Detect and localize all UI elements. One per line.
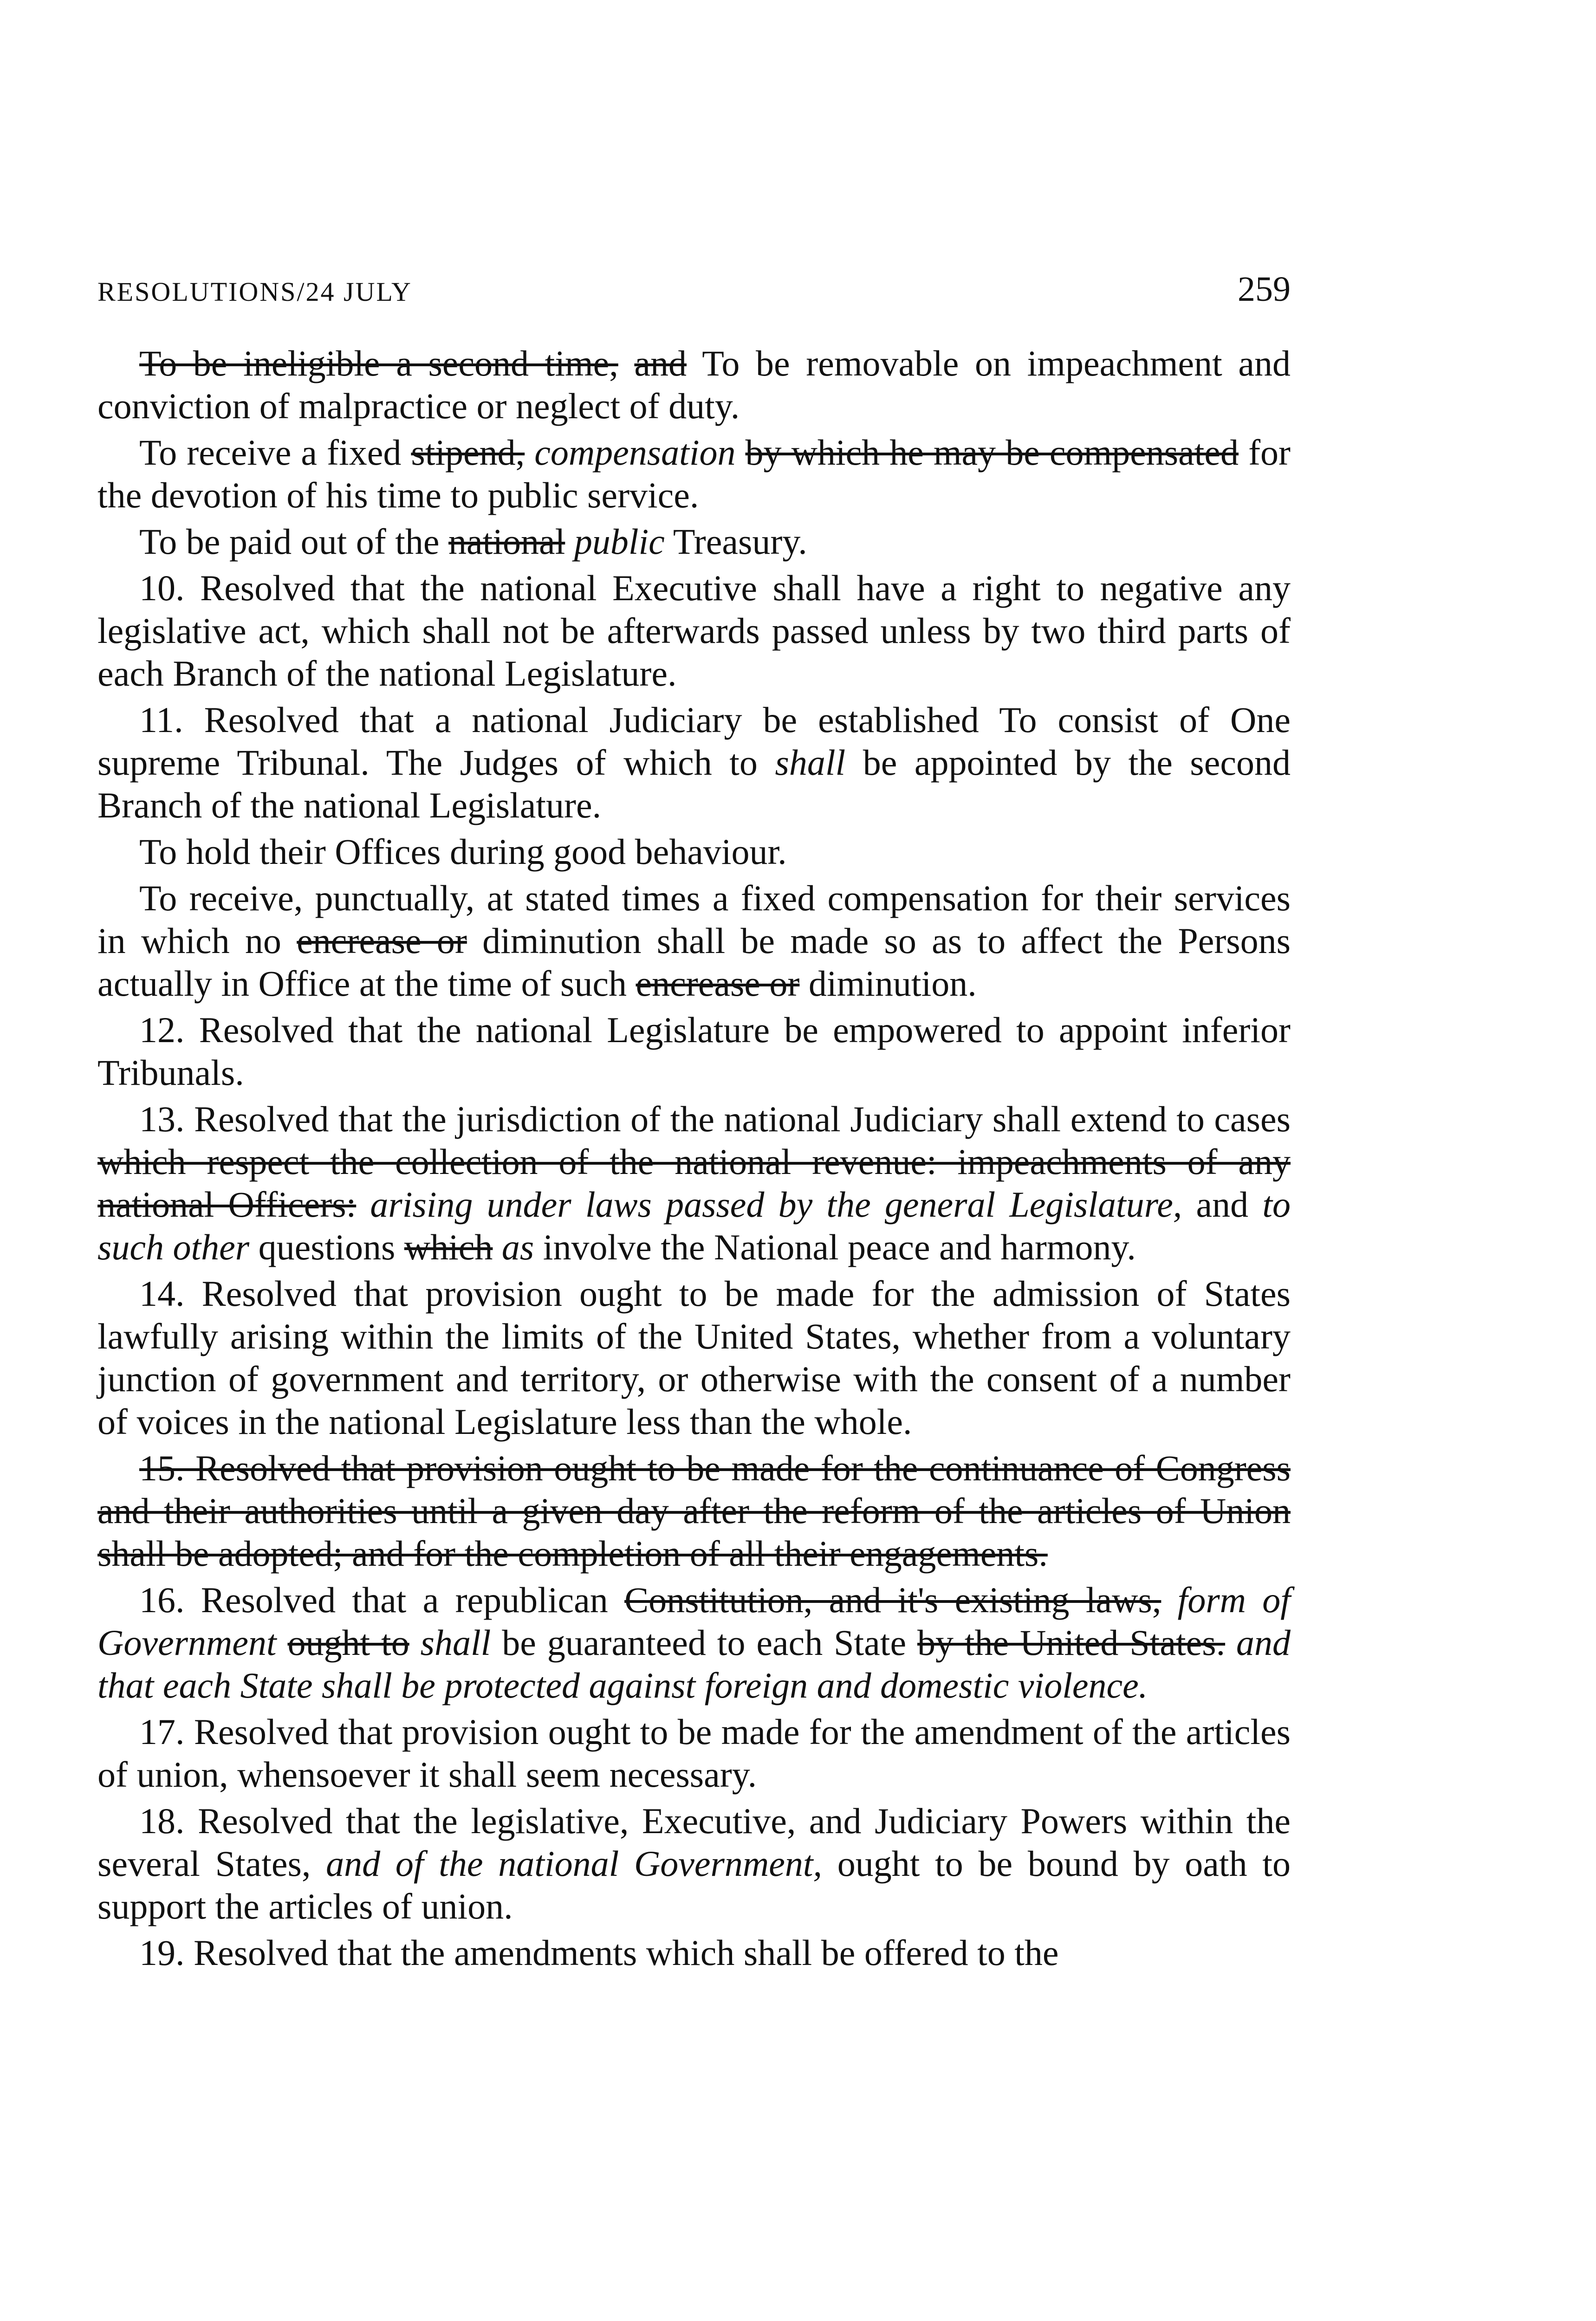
paragraph-text: be guaranteed to each State — [491, 1622, 917, 1663]
struck-text: 15. Resolved that provision ought to be made for the continuance of Congress and their authorities until a given day after the reform of the articles of Union shall be adopted; and for the completion of all their engagements. — [97, 1448, 1291, 1574]
inserted-text: and that each State shall be protected against foreign and domestic violence. — [97, 1622, 1291, 1705]
paragraph-text: 16. Resolved that a republican — [139, 1580, 625, 1620]
paragraph-text: 12. Resolved that the national Legislature be empowered to appoint inferior Tribunals. — [97, 1010, 1291, 1093]
paragraph-text: 10. Resolved that the national Executive shall have a right to negative any legislative act, which shall not be afterwards passed unless by two third parts of each Branch of the national Legislature. — [97, 568, 1291, 694]
paragraph — [97, 520, 1291, 563]
paragraph — [97, 699, 1291, 827]
inserted-text: and of the national Government, — [326, 1843, 823, 1884]
struck-text: national — [448, 521, 565, 562]
page-header — [97, 269, 1291, 310]
paragraph-text: 19. Resolved that the amendments which shall be offered to the — [139, 1932, 1059, 1973]
paragraph — [97, 1711, 1291, 1796]
inserted-text: as — [493, 1227, 534, 1267]
struck-text: Constitution, and it's existing laws, — [624, 1580, 1161, 1620]
inserted-text: compensation — [525, 432, 746, 473]
struck-text: and — [634, 343, 687, 383]
paragraph-text: ought to be bound by oath to support the articles of union. — [97, 1843, 1291, 1926]
struck-text: encrease or — [636, 963, 800, 1004]
paragraph — [97, 1932, 1291, 1974]
struck-text: stipend, — [411, 432, 525, 473]
paragraph-text: 13. Resolved that the jurisdiction of the national Judiciary shall extend to cases — [139, 1099, 1291, 1139]
inserted-text: form of Government — [97, 1580, 1291, 1663]
paragraph — [97, 342, 1291, 428]
struck-text: ought to — [287, 1622, 409, 1663]
paragraph-text: and — [1182, 1184, 1263, 1225]
paragraph-text: involve the National peace and harmony. — [534, 1227, 1136, 1267]
paragraph-text: To be removable on impeachment and conviction of malpractice or neglect of duty. — [97, 343, 1291, 426]
paragraph-text: diminution. — [799, 963, 977, 1004]
inserted-text: shall — [775, 742, 846, 783]
paragraph — [97, 567, 1291, 695]
paragraph-text: Treasury. — [664, 521, 807, 562]
paragraph — [97, 1009, 1291, 1094]
document-page — [97, 269, 1291, 1978]
paragraph-text: 14. Resolved that provision ought to be made for the admission of States lawfully arising within the limits of the United States, whether from a voluntary junction of government and territory, or otherwise with the consent of a number of voices in the national Legislature less than the whole. — [97, 1273, 1291, 1442]
paragraph — [97, 877, 1291, 1005]
paragraph — [97, 1272, 1291, 1443]
paragraph-text: To receive a fixed — [139, 432, 411, 473]
running-head: RESOLUTIONS/24 JULY — [97, 277, 412, 307]
paragraph-text: diminution shall be made so as to affect the Persons actually in Office at the time of such — [97, 921, 1291, 1004]
paragraph-text: for the devotion of his time to public service. — [97, 432, 1291, 515]
struck-text: which respect the collection of the national revenue: impeachments of any national Officers: — [97, 1141, 1291, 1225]
resolutions-text — [97, 342, 1291, 1974]
inserted-text: arising under laws passed by the general Legislature, — [356, 1184, 1182, 1225]
paragraph-text: be appointed by the second Branch of the national Legislature. — [97, 742, 1291, 825]
inserted-text: to such other — [97, 1184, 1291, 1267]
paragraph — [97, 1579, 1291, 1707]
paragraph — [97, 1098, 1291, 1269]
paragraph-text: To be paid out of the — [139, 521, 449, 562]
struck-text: which — [404, 1227, 493, 1267]
paragraph — [97, 431, 1291, 517]
paragraph-text: 18. Resolved that the legislative, Executive, and Judiciary Powers within the several States, — [97, 1801, 1291, 1884]
inserted-text: public — [565, 521, 665, 562]
struck-text: by which he may be compensated — [745, 432, 1239, 473]
page-number: 259 — [1238, 270, 1291, 309]
struck-text: by the United States. — [917, 1622, 1226, 1663]
paragraph-text: To receive, punctually, at stated times a fixed compensation for their services in which no — [97, 878, 1291, 961]
paragraph — [97, 1800, 1291, 1928]
struck-text: To be ineligible a second time, — [139, 343, 618, 383]
inserted-text: shall — [409, 1622, 491, 1663]
paragraph-text — [618, 343, 635, 383]
paragraph-text: 11. Resolved that a national Judiciary be established To consist of One supreme Tribunal. The Judges of which to — [97, 700, 1291, 783]
paragraph — [97, 1447, 1291, 1575]
paragraph-text: To hold their Offices during good behaviour. — [139, 831, 787, 872]
paragraph — [97, 830, 1291, 873]
struck-text: encrease or — [297, 921, 467, 961]
paragraph-text: questions — [249, 1227, 404, 1267]
paragraph-text: 17. Resolved that provision ought to be made for the amendment of the articles of union, whensoever it shall seem necessary. — [97, 1712, 1291, 1795]
